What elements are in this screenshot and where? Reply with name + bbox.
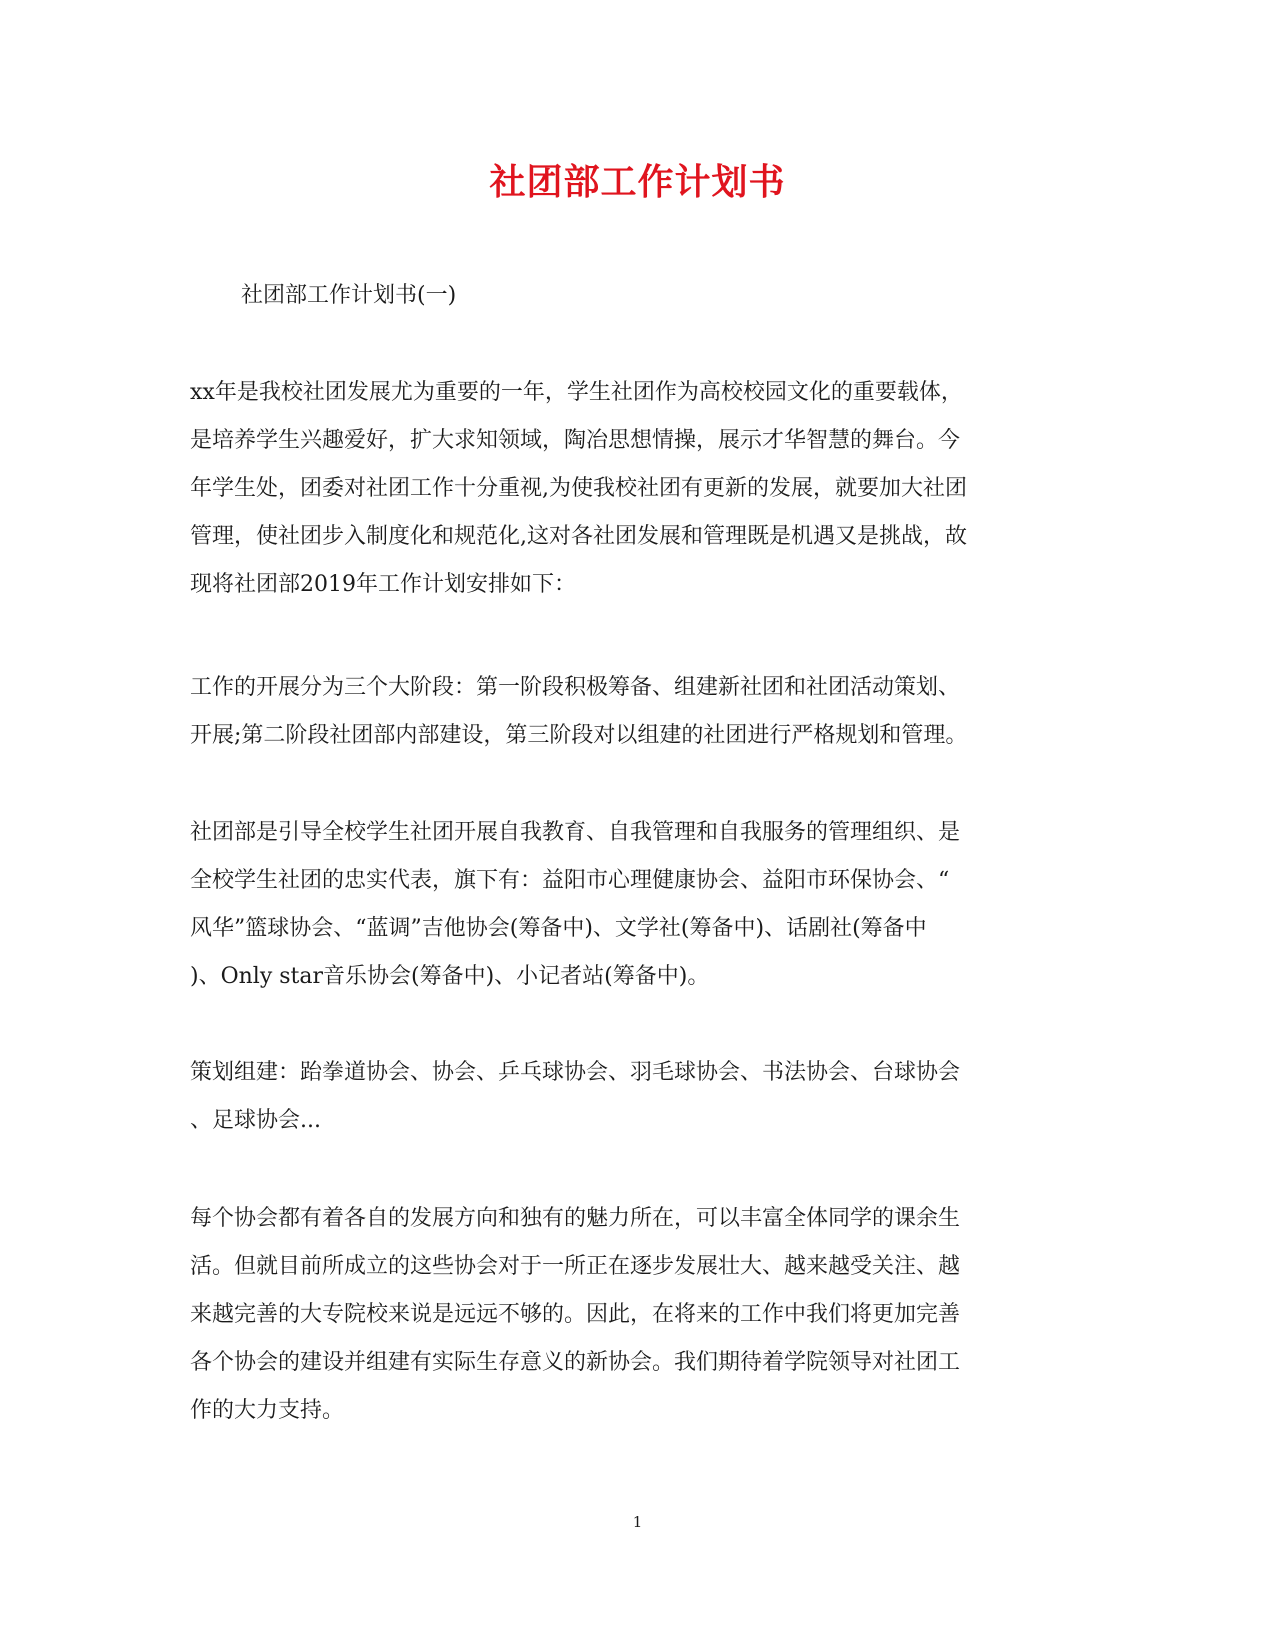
paragraph-line: 年学生处，团委对社团工作十分重视,为使我校社团有更新的发展，就要加大社团 — [190, 476, 967, 501]
paragraph-line: 开展;第二阶段社团部内部建设，第三阶段对以组建的社团进行严格规划和管理。 — [190, 723, 968, 748]
paragraph-line: 策划组建：跆拳道协会、协会、乒乓球协会、羽毛球协会、书法协会、台球协会 — [190, 1060, 961, 1085]
paragraph-line: 是培养学生兴趣爱好，扩大求知领域，陶冶思想情操，展示才华智慧的舞台。今 — [190, 428, 961, 453]
paragraph-department — [190, 809, 1090, 1001]
paragraph-line: 来越完善的大专院校来说是远远不够的。因此，在将来的工作中我们将更加完善 — [190, 1302, 961, 1327]
paragraph-line: 工作的开展分为三个大阶段：第一阶段积极筹备、组建新社团和社团活动策划、 — [190, 675, 961, 700]
paragraph-line: 现将社团部2019年工作计划安排如下： — [190, 572, 576, 597]
paragraph-line: 活。但就目前所成立的这些协会对于一所正在逐步发展壮大、越来越受关注、越 — [190, 1254, 961, 1279]
paragraph-line: 社团部是引导全校学生社团开展自我教育、自我管理和自我服务的管理组织、是 — [190, 820, 961, 845]
paragraph-line: 风华”篮球协会、“蓝调”吉他协会(筹备中)、文学社(筹备中)、话剧社(筹备中 — [190, 916, 927, 941]
paragraph-line: xx年是我校社团发展尤为重要的一年，学生社团作为高校校园文化的重要载体， — [190, 380, 963, 405]
document-subtitle: 社团部工作计划书(一) — [241, 283, 457, 308]
paragraph-planning — [190, 1049, 1090, 1145]
paragraph-stages — [190, 664, 1090, 760]
paragraph-line: )、Only star音乐协会(筹备中)、小记者站(筹备中)。 — [190, 964, 710, 989]
paragraph-line: 、足球协会... — [190, 1108, 321, 1133]
page-number: 1 — [632, 1513, 643, 1531]
paragraph-line: 每个协会都有着各自的发展方向和独有的魅力所在，可以丰富全体同学的课余生 — [190, 1206, 961, 1231]
paragraph-line: 各个协会的建设并组建有实际生存意义的新协会。我们期待着学院领导对社团工 — [190, 1350, 961, 1375]
paragraph-intro — [190, 369, 1090, 609]
document-title: 社团部工作计划书 — [489, 161, 786, 203]
paragraph-line: 管理，使社团步入制度化和规范化,这对各社团发展和管理既是机遇又是挑战，故 — [190, 524, 967, 549]
paragraph-line: 全校学生社团的忠实代表，旗下有：益阳市心理健康协会、益阳市环保协会、“ — [190, 868, 950, 893]
paragraph-outlook — [190, 1195, 1090, 1435]
paragraph-line: 作的大力支持。 — [190, 1398, 345, 1423]
